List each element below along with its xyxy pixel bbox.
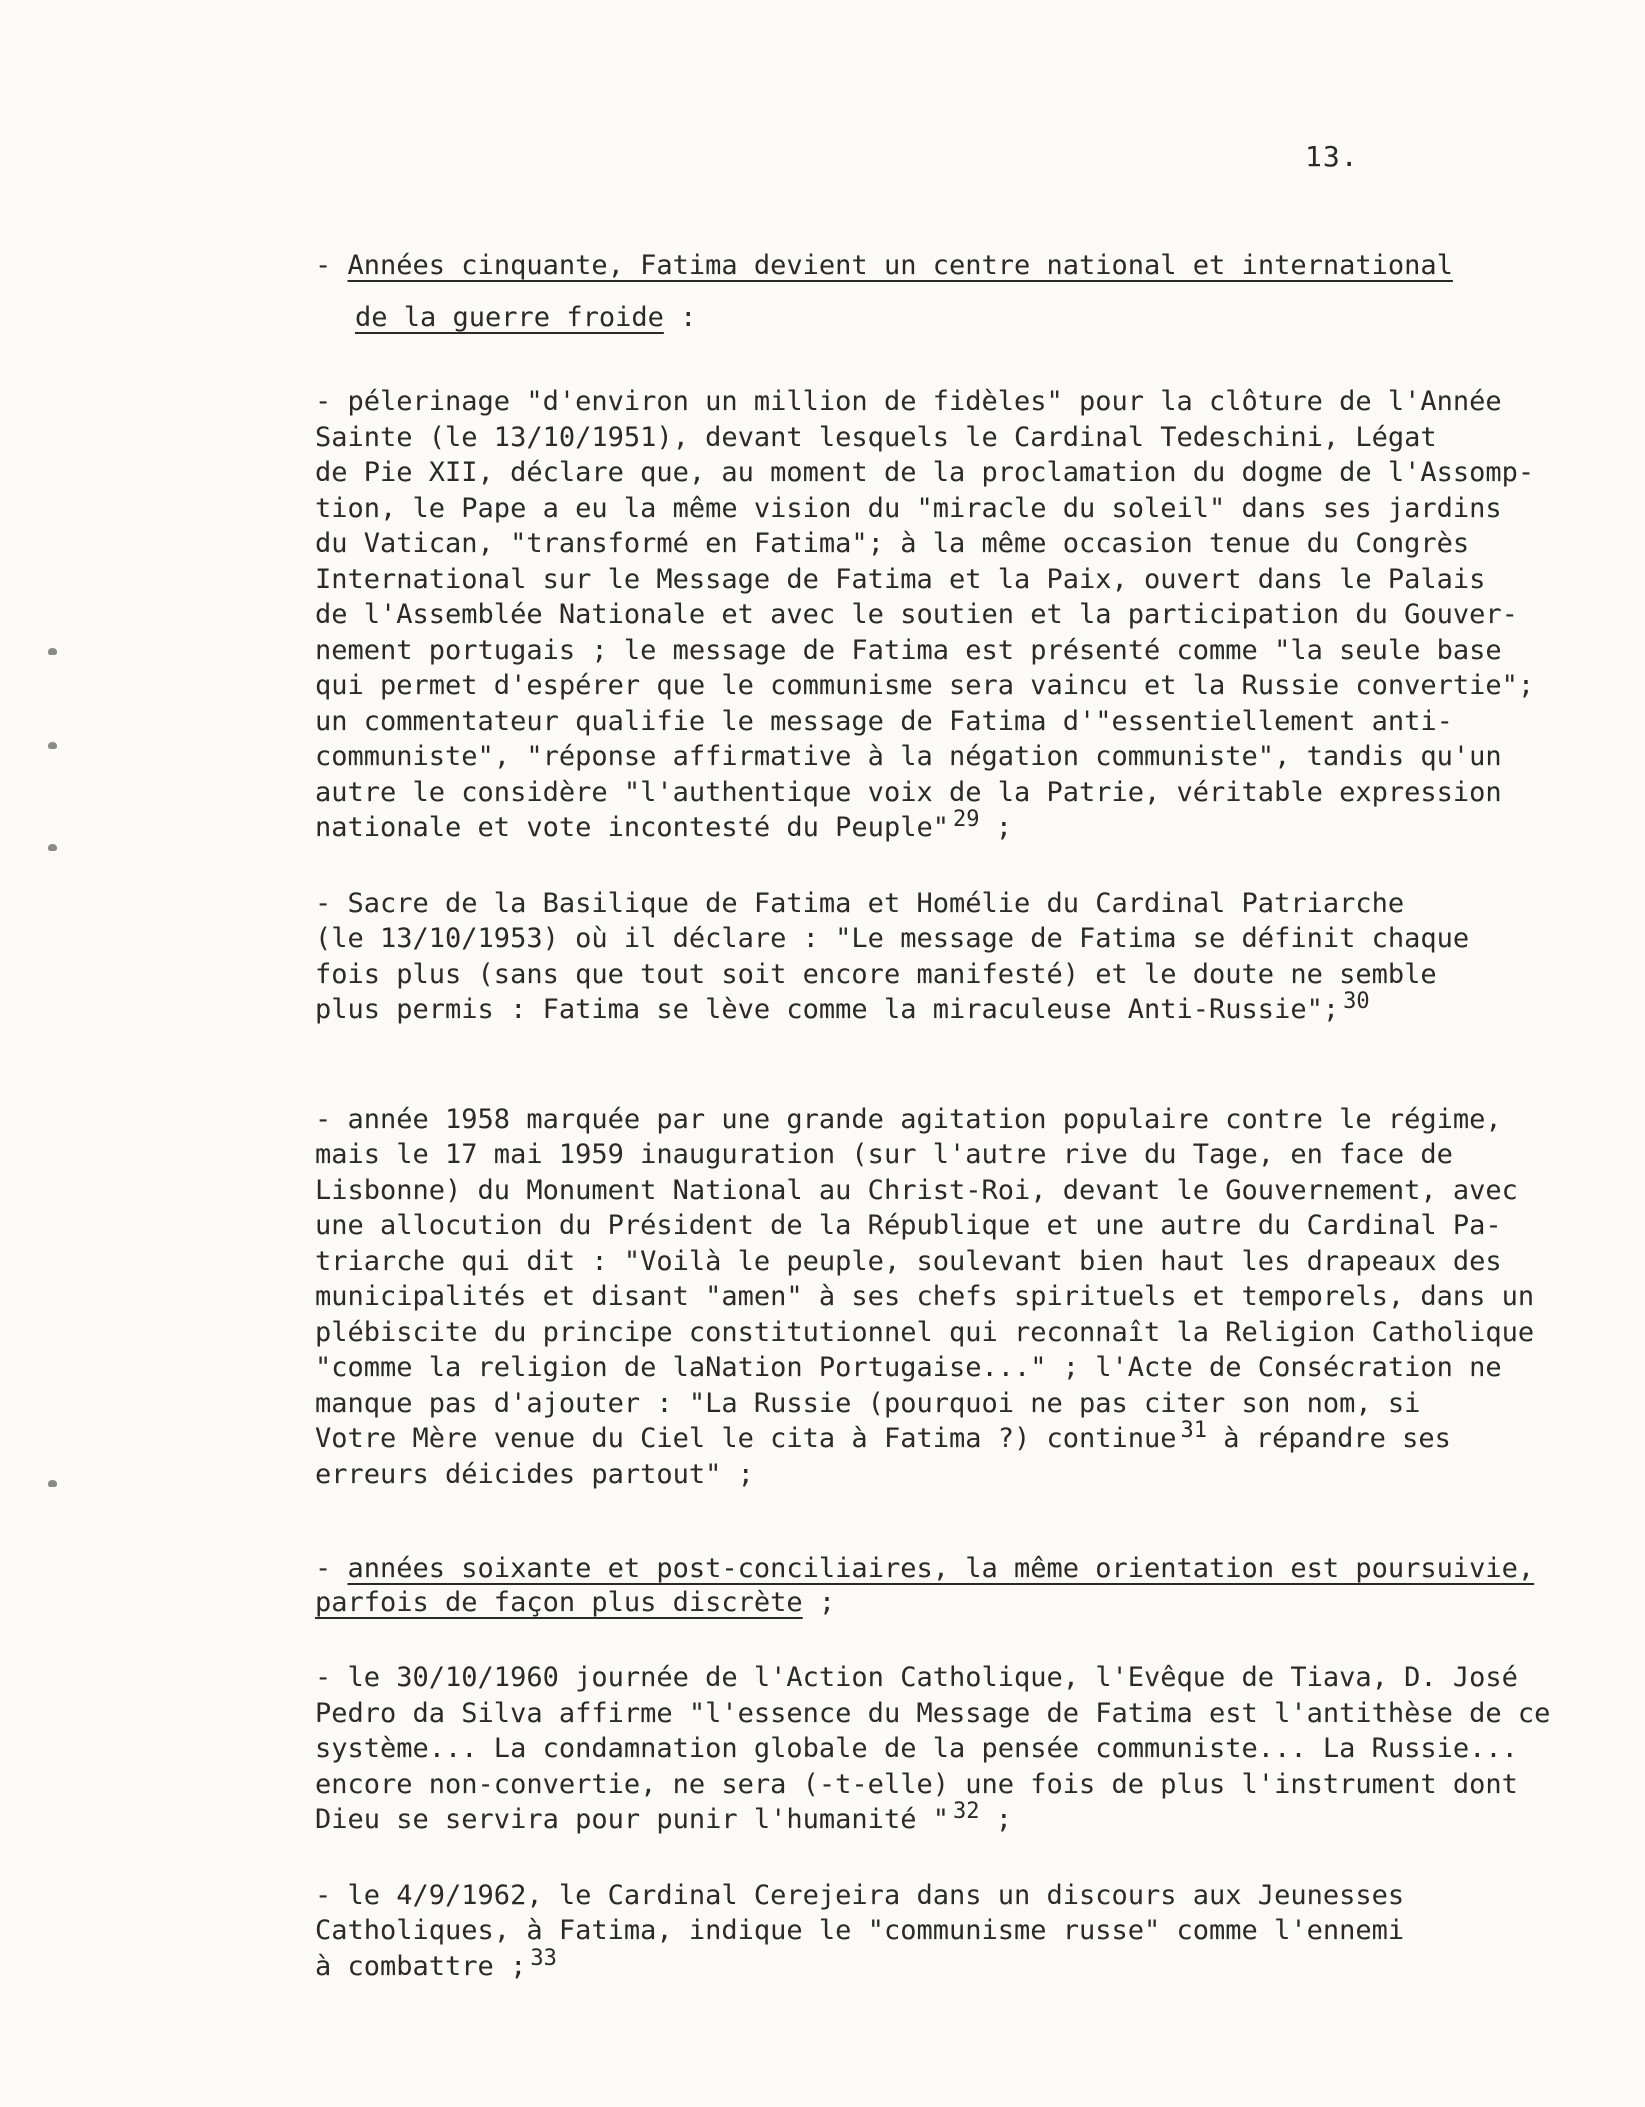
- text-line: fois plus (sans que tout soit encore manifesté) et le doute ne semble: [315, 958, 1437, 990]
- heading-dash: -: [315, 250, 348, 281]
- text-line: communiste", "réponse affirmative à la négation communiste", tandis qu'un: [315, 741, 1502, 772]
- text-line: encore non-convertie, ne sera (-t-elle) une fois de plus l'instrument dont: [315, 1768, 1518, 1800]
- text-line: système... La condamnation globale de la pensée communiste... La Russie...: [315, 1733, 1518, 1764]
- heading-title-line-2: de la guerre froide: [355, 302, 664, 333]
- heading-tail: ;: [802, 1587, 836, 1618]
- heading-title-line-1: années soixante et post-conciliaires, la même orientation est poursuivie,: [347, 1553, 1535, 1584]
- paragraph-1958-1959: [315, 1102, 1585, 1493]
- section-heading-1950s: [315, 240, 1585, 344]
- heading-title-line-1: Années cinquante, Fatima devient un centre national et international: [347, 250, 1453, 281]
- footnote-ref-30: 30: [1343, 989, 1370, 1014]
- text-line: erreurs déicides partout" ;: [315, 1458, 754, 1490]
- text-line: nement portugais ; le message de Fatima est présenté comme "la seule base: [315, 634, 1502, 666]
- footnote-ref-31: 31: [1180, 1418, 1208, 1443]
- footnote-ref-32: 32: [952, 1799, 980, 1824]
- text-fragment: à combattre ;: [315, 1950, 527, 1982]
- text-fragment: Votre Mère venue du Ciel le cita à Fatima ?) continue: [315, 1423, 1177, 1454]
- text-line: de Pie XII, déclare que, au moment de la proclamation du dogme de l'Assomp-: [315, 457, 1535, 488]
- text-line: [315, 1418, 1585, 1457]
- punch-hole-2: [48, 742, 57, 749]
- text-fragment: nationale et vote incontesté du Peuple": [315, 812, 949, 843]
- text-line: Catholiques, à Fatima, indique le "communisme russe" comme l'ennemi: [315, 1915, 1405, 1946]
- text-line: plébiscite du principe constitutionnel qui reconnaît la Religion Catholique: [315, 1316, 1535, 1348]
- text-line: un commentateur qualifie le message de Fatima d'"essentiellement anti-: [315, 705, 1453, 737]
- punch-hole-4: [48, 1480, 57, 1487]
- text-fragment: ;: [979, 1804, 1012, 1835]
- text-line: Lisbonne) du Monument National au Christ-Roi, devant le Gouvernement, avec: [315, 1174, 1518, 1206]
- text-line: triarche qui dit : "Voilà le peuple, soulevant bien haut les drapeaux des: [315, 1245, 1502, 1277]
- footnote-ref-33: 33: [530, 1945, 557, 1971]
- paragraph-cerejeira-1962: [315, 1878, 1585, 1985]
- text-fragment: ;: [979, 812, 1012, 843]
- heading-tail: :: [663, 302, 697, 333]
- text-line: Sainte (le 13/10/1951), devant lesquels le Cardinal Tedeschini, Légat: [315, 421, 1437, 453]
- punch-hole-1: [48, 648, 57, 655]
- text-line: - le 4/9/1962, le Cardinal Cerejeira dans un discours aux Jeunesses: [315, 1879, 1405, 1911]
- punch-hole-3: [48, 844, 57, 851]
- text-line: - le 30/10/1960 journée de l'Action Catholique, l'Evêque de Tiava, D. José: [315, 1662, 1518, 1693]
- text-line: municipalités et disant "amen" à ses chefs spirituels et temporels, dans un: [315, 1281, 1535, 1312]
- text-line: [315, 807, 1585, 846]
- text-line: [315, 1799, 1585, 1838]
- text-line: - année 1958 marquée par une grande agitation populaire contre le régime,: [315, 1103, 1502, 1135]
- text-line: une allocution du Président de la République et une autre du Cardinal Pa-: [315, 1210, 1502, 1241]
- text-line: International sur le Message de Fatima et la Paix, ouvert dans le Palais: [315, 563, 1486, 595]
- heading-dash: -: [315, 1553, 348, 1584]
- text-line: tion, le Pape a eu la même vision du "miracle du soleil" dans ses jardins: [315, 492, 1502, 524]
- text-line: qui permet d'espérer que le communisme sera vaincu et la Russie convertie";: [315, 670, 1535, 701]
- heading-title-line-2: parfois de façon plus discrète: [315, 1587, 803, 1618]
- section-heading-1960s: [315, 1552, 1585, 1620]
- text-line: (le 13/10/1953) où il déclare : "Le message de Fatima se définit chaque: [315, 923, 1470, 954]
- text-fragment: Dieu se servira pour punir l'humanité ": [315, 1804, 949, 1835]
- text-line: - pélerinage "d'environ un million de fidèles" pour la clôture de l'Année: [315, 386, 1502, 417]
- text-line: manque pas d'ajouter : "La Russie (pourquoi ne pas citer son nom, si: [315, 1387, 1421, 1419]
- text-line: - Sacre de la Basilique de Fatima et Homélie du Cardinal Patriarche: [315, 887, 1405, 919]
- text-line: Pedro da Silva affirme "l'essence du Message de Fatima est l'antithèse de ce: [315, 1697, 1551, 1729]
- text-line: [315, 989, 1585, 1028]
- document-body: [315, 240, 1585, 1984]
- text-fragment: à répandre ses: [1207, 1423, 1451, 1454]
- text-line: de l'Assemblée Nationale et avec le soutien et la participation du Gouver-: [315, 599, 1518, 630]
- text-line: "comme la religion de laNation Portugaise..." ; l'Acte de Consécration ne: [315, 1352, 1502, 1383]
- page-number: 13.: [1305, 140, 1359, 173]
- paragraph-pilgrimage-1951: [315, 384, 1585, 846]
- paragraph-action-catholique-1960: [315, 1660, 1585, 1838]
- text-fragment: plus permis : Fatima se lève comme la miraculeuse Anti-Russie";: [315, 994, 1340, 1025]
- text-line: du Vatican, "transformé en Fatima"; à la même occasion tenue du Congrès: [315, 528, 1470, 559]
- paragraph-basilica-1953: [315, 886, 1585, 1028]
- text-line: [315, 1945, 1585, 1985]
- text-line: autre le considère "l'authentique voix de la Patrie, véritable expression: [315, 776, 1502, 808]
- text-line: mais le 17 mai 1959 inauguration (sur l'autre rive du Tage, en face de: [315, 1139, 1453, 1170]
- footnote-ref-29: 29: [952, 807, 980, 832]
